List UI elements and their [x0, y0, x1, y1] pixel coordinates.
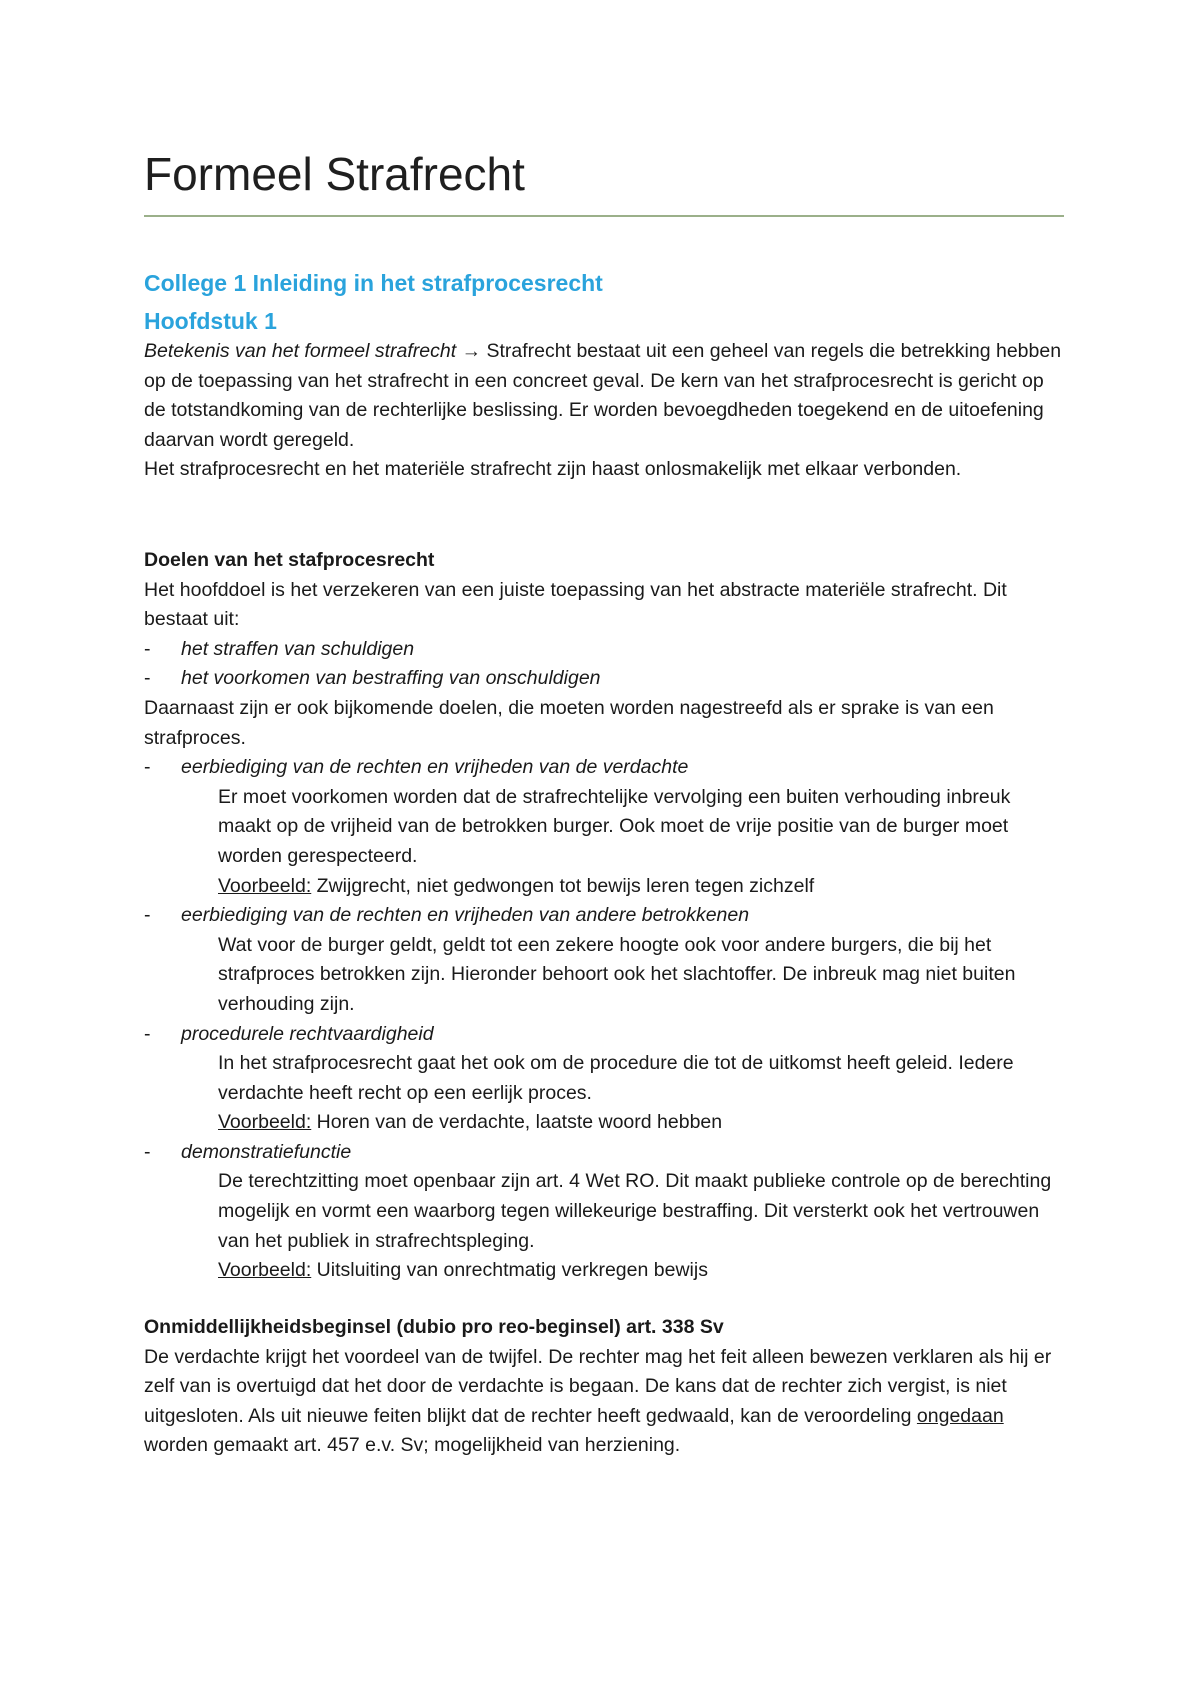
example-text: Uitsluiting van onrechtmatig verkregen bewijs [316, 1259, 708, 1282]
list-item [144, 635, 1064, 665]
example-label: Voorbeeld: [218, 1259, 312, 1282]
onmiddellijkheid-paragraph [144, 1343, 1064, 1461]
intro-term: Betekenis van het formeel strafrecht [144, 340, 457, 362]
doelen-intro: Het hoofddoel is het verzekeren van een juiste toepassing van het abstracte materiële strafrecht. Dit bestaat uit: [144, 578, 1007, 631]
goal-text: De terechtzitting moet openbaar zijn art. 4 Wet RO. Dit maakt publieke controle op de berechting mogelijk en vormt een waarborg tegen willekeurige bestraffing. Dit versterkt ook het vertrouwen van het publiek in strafrechtspleging. [218, 1170, 1052, 1252]
paragraph-text: worden gemaakt art. 457 e.v. Sv; mogelijkheid van herziening. [144, 1434, 681, 1457]
intro-paragraph [144, 337, 1064, 455]
list-item [144, 753, 1064, 783]
doelen-heading: Doelen van het stafprocesrecht [144, 549, 435, 571]
goal-example [144, 1256, 1064, 1286]
main-goal: het voorkomen van bestraffing van onschuldigen [181, 667, 601, 690]
dash-bullet: - [144, 756, 151, 779]
dash-bullet: - [144, 1022, 151, 1045]
underlined-term: ongedaan [916, 1404, 1004, 1427]
goal-text: In het strafprocesrecht gaat het ook om de procedure die tot de uitkomst heeft geleid. Iedere verdachte heeft recht op een eerlijk proces. [218, 1052, 1014, 1104]
goal-example [144, 872, 1064, 902]
list-item [144, 901, 1064, 931]
onmiddellijkheid-heading: Onmiddellijkheidsbeginsel (dubio pro reo-beginsel) art. 338 Sv [144, 1316, 724, 1338]
intro-text: Strafrecht bestaat uit een geheel van regels die betrekking hebben op de toepassing van het strafrecht in een concreet geval. De kern van het strafprocesrecht is gericht op de totstandkoming van de rechterlijke beslissing. Er worden bevoegdheden toegekend en de uitoefening daarvan wordt geregeld. [144, 340, 1062, 451]
goal-title: procedurele rechtvaardigheid [181, 1022, 434, 1045]
list-item [144, 664, 1064, 694]
extra-goals-intro: Daarnaast zijn er ook bijkomende doelen, die moeten worden nagestreefd als er sprake is van een strafproces. [144, 696, 994, 749]
goal-title: eerbiediging van de rechten en vrijheden van de verdachte [181, 756, 689, 779]
doelen-section [144, 546, 1064, 1286]
main-goal: het straffen van schuldigen [181, 637, 415, 660]
goal-title: demonstratiefunctie [181, 1140, 352, 1163]
title-divider [144, 215, 1064, 217]
onmiddellijkheid-section [144, 1313, 1064, 1461]
intro-section [144, 337, 1064, 485]
dash-bullet: - [144, 1140, 151, 1163]
arrow-right-icon: → [461, 340, 482, 362]
list-item [144, 1138, 1064, 1168]
goal-title: eerbiediging van de rechten en vrijheden van andere betrokkenen [181, 904, 750, 927]
list-item [144, 1020, 1064, 1050]
example-text: Zwijgrecht, niet gedwongen tot bewijs leren tegen zichzelf [316, 874, 815, 897]
example-label: Voorbeeld: [218, 874, 312, 897]
example-text: Horen van de verdachte, laatste woord hebben [316, 1111, 723, 1134]
dash-bullet: - [144, 904, 151, 927]
goal-text: Er moet voorkomen worden dat de strafrechtelijke vervolging een buiten verhouding inbreuk maakt op de vrijheid van de betrokken burger. Ook moet de vrije positie van de burger moet worden gerespecteerd. [218, 785, 1011, 867]
intro-paragraph-2: Het strafprocesrecht en het materiële strafrecht zijn haast onlosmakelijk met elkaar verbonden. [144, 458, 962, 481]
paragraph-text: De verdachte krijgt het voordeel van de twijfel. De rechter mag het feit alleen bewezen verklaren als hij er zelf van is overtuigd dat het door de verdachte is begaan. De kans dat de rechter zich vergist, is niet uitgesloten. Als uit nieuwe feiten blijkt dat de rechter heeft gedwaald, kan de veroordeling [144, 1345, 1052, 1427]
goal-example [144, 1108, 1064, 1138]
dash-bullet: - [144, 637, 151, 660]
goal-text: Wat voor de burger geldt, geldt tot een zekere hoogte ook voor andere burgers, die bij het strafproces betrokken zijn. Hieronder behoort ook het slachtoffer. De inbreuk mag niet buiten verhouding zijn. [218, 933, 1016, 1015]
dash-bullet: - [144, 667, 151, 690]
example-label: Voorbeeld: [218, 1111, 312, 1134]
college-heading: College 1 Inleiding in het strafprocesrecht [144, 270, 603, 296]
chapter-heading: Hoofdstuk 1 [144, 308, 277, 334]
page-title: Formeel Strafrecht [144, 148, 525, 200]
